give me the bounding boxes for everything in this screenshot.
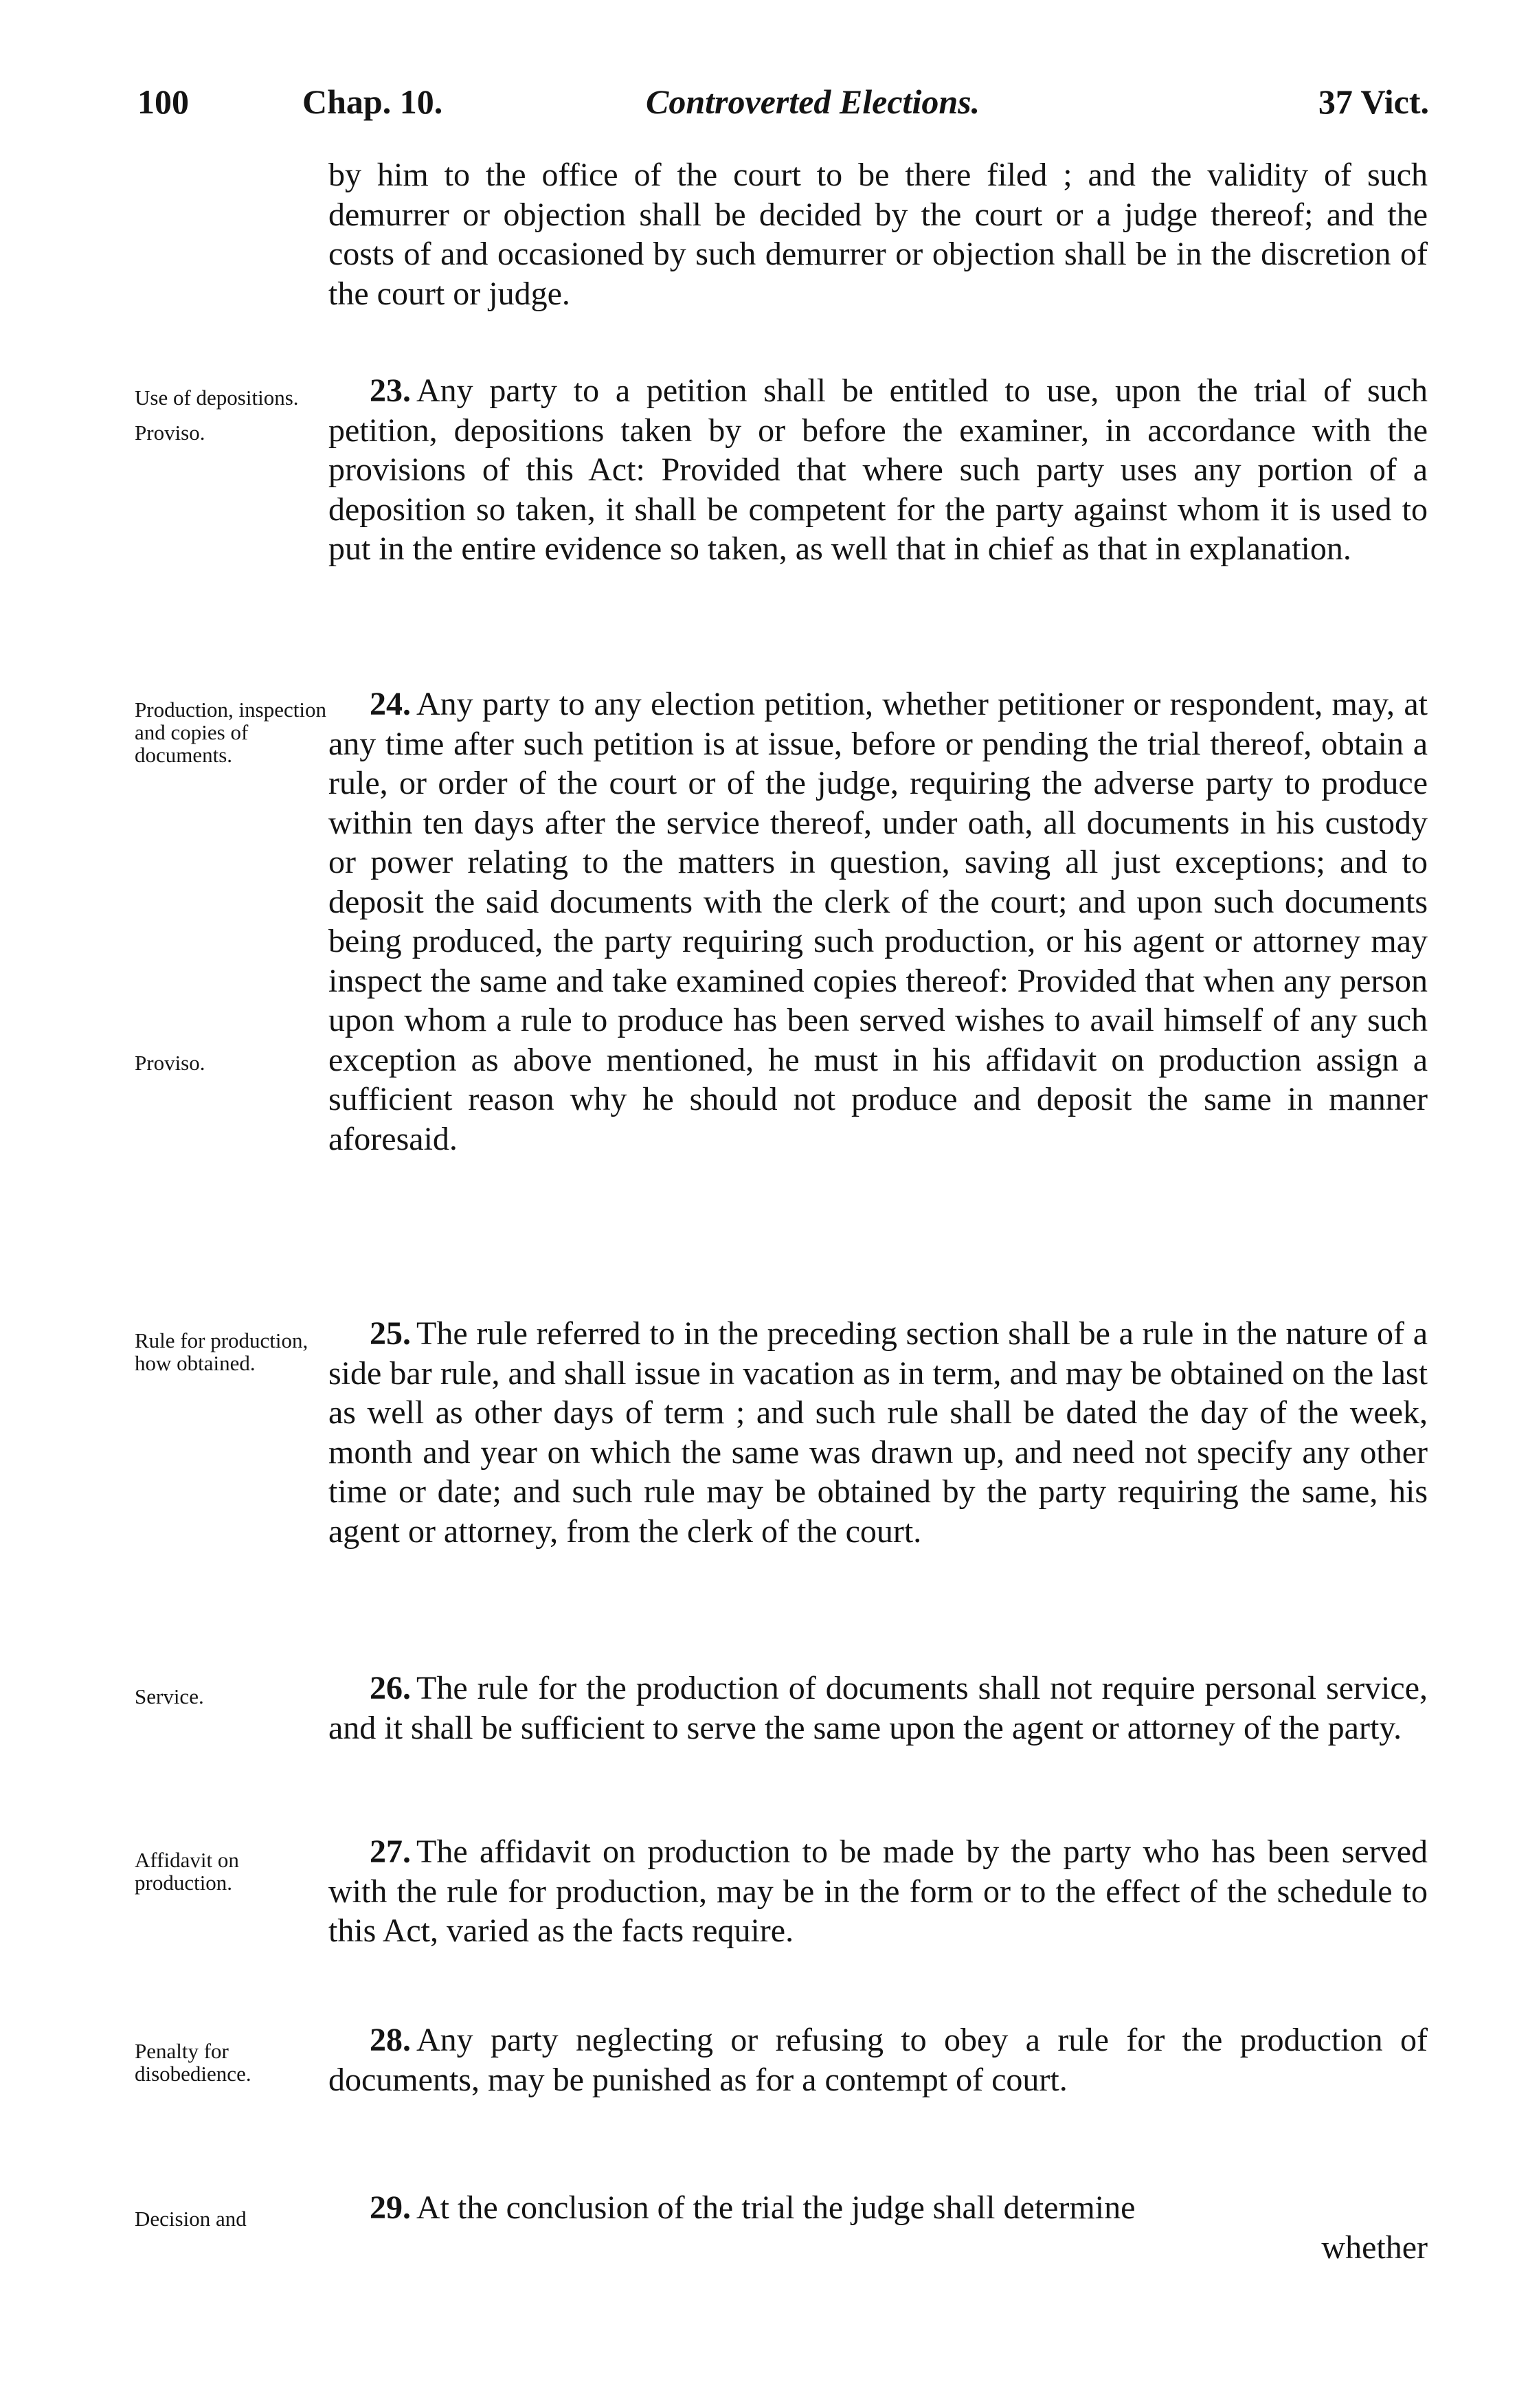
page-number: 100 bbox=[137, 82, 189, 121]
section-paragraph bbox=[328, 1832, 1428, 1951]
section-text: Any party neglecting or refusing to obey a rule for the production of documents, may be punished as for a contempt of court. bbox=[328, 2022, 1428, 2098]
section-text: Any party to any election petition, whether petitioner or respondent, may, at any time after such petition is at issue, before or pending the trial thereof, obtain a rule, or order of the court or of the judge, requiring the adverse party to produce within ten days after the service thereof, under oath, all documents in his custody or power relating to the matters in question, saving all just exceptions; and to deposit the said documents with the clerk of the court; and upon such documents being produced, the party requiring such production, or his agent or attorney may inspect the same and take examined copies thereof: Provided that when any person upon whom a rule to produce has been served wishes to avail himself of any such exception as above mentioned, he must in his affidavit on production assign a sufficient reason why he should not produce and deposit the same in manner aforesaid. bbox=[328, 686, 1428, 1157]
section-25 bbox=[328, 1314, 1428, 1551]
section-paragraph bbox=[328, 2020, 1428, 2099]
section-27 bbox=[328, 1832, 1428, 1951]
section-number: 26. bbox=[370, 1670, 411, 1706]
section-29 bbox=[328, 2188, 1428, 2267]
section-24 bbox=[328, 684, 1428, 1159]
catchword: whether bbox=[1321, 2229, 1428, 2266]
section-number: 29. bbox=[370, 2189, 411, 2226]
margin-note-26 bbox=[135, 1685, 327, 1708]
section-number: 24. bbox=[370, 686, 411, 722]
proviso-note: Proviso. bbox=[135, 421, 205, 445]
margin-note-text: Decision and bbox=[135, 2207, 247, 2231]
margin-note-24 bbox=[135, 698, 327, 766]
margin-note-text: Penalty for disobedience. bbox=[135, 2039, 251, 2086]
section-number: 25. bbox=[370, 1315, 411, 1352]
section-number: 27. bbox=[370, 1833, 411, 1870]
continuation-text: by him to the office of the court to be there filed ; and the validity of such demurrer or objection shall be decided by the court or a judge thereof; and the costs of and occasioned by such demurrer or objection shall be in the discretion of the court or judge. bbox=[328, 157, 1428, 312]
section-paragraph bbox=[328, 684, 1428, 1159]
margin-note-23 bbox=[135, 386, 327, 444]
margin-note-25 bbox=[135, 1329, 327, 1374]
margin-note-28 bbox=[135, 2040, 327, 2085]
margin-note-text: Rule for production, how obtained. bbox=[135, 1328, 308, 1375]
section-number: 23. bbox=[370, 372, 411, 409]
proviso-note: Proviso. bbox=[135, 1051, 205, 1075]
margin-note-29 bbox=[135, 2207, 327, 2230]
section-text: The rule for the production of documents shall not require personal service, and it shall be sufficient to serve the same upon the agent or attorney of the party. bbox=[328, 1670, 1428, 1746]
running-title: Controverted Elections. bbox=[646, 82, 980, 121]
margin-note-text: Use of depositions. bbox=[135, 386, 299, 410]
margin-note-text: Service. bbox=[135, 1684, 204, 1708]
section-28 bbox=[328, 2020, 1428, 2099]
margin-note-text: Affidavit on production. bbox=[135, 1848, 239, 1895]
chapter-label: Chap. 10. bbox=[302, 82, 443, 121]
proviso-note-24 bbox=[135, 1051, 327, 1074]
section-26 bbox=[328, 1669, 1428, 1748]
section-text: At the conclusion of the trial the judge shall determine bbox=[416, 2189, 1136, 2226]
regnal-year: 37 Vict. bbox=[1318, 82, 1429, 121]
continuation-block bbox=[328, 155, 1428, 313]
section-23 bbox=[328, 371, 1428, 569]
section-paragraph bbox=[328, 2188, 1428, 2228]
section-text: The affidavit on production to be made by the party who has been served with the rule for production, may be in the form or to the effect of the schedule to this Act, varied as the facts require. bbox=[328, 1833, 1428, 1949]
section-paragraph bbox=[328, 1314, 1428, 1551]
section-text: Any party to a petition shall be entitled to use, upon the trial of such petition, depositions taken by or before the examiner, in accordance with the provisions of this Act: Provided that where such party uses any portion of a deposition so taken, it shall be competent for the party against whom it is used to put in the entire evidence so taken, as well that in chief as that in explanation. bbox=[328, 372, 1428, 567]
section-paragraph bbox=[328, 1669, 1428, 1748]
margin-note-text: Production, inspection and copies of documents. bbox=[135, 698, 326, 767]
section-text: The rule referred to in the preceding section shall be a rule in the nature of a side bar rule, and shall issue in vacation as in term, and may be obtained on the last as well as other days of term ; and such rule shall be dated the day of the week, month and year on which the same was drawn up, and need not specify any other time or date; and such rule may be obtained by the party requiring the same, his agent or attorney, from the clerk of the court. bbox=[328, 1315, 1428, 1550]
margin-note-27 bbox=[135, 1849, 327, 1894]
section-number: 28. bbox=[370, 2022, 411, 2058]
running-header bbox=[137, 77, 1429, 126]
section-paragraph bbox=[328, 371, 1428, 569]
